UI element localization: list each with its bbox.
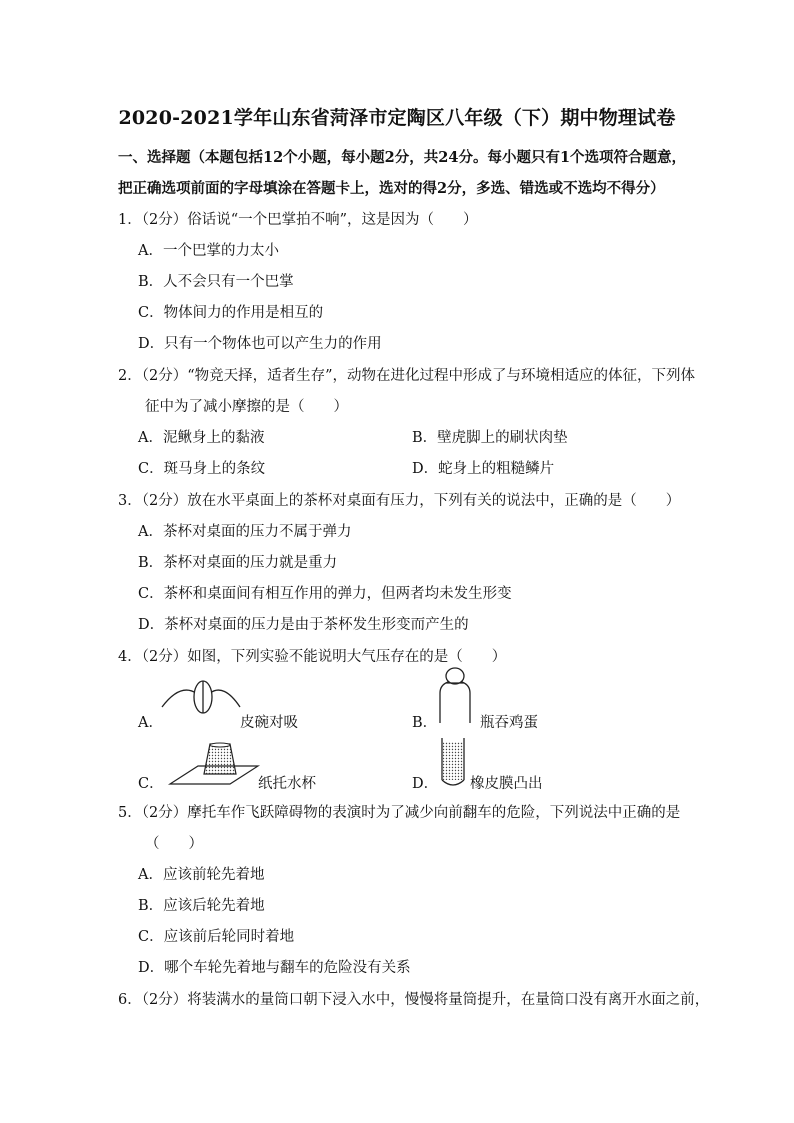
question-5-stem-line-2: （ ） bbox=[145, 836, 203, 852]
question-5-stem-line-1: 5．（2分）摩托车作飞跃障碍物的表演时为了减少向前翻车的危险，下列说法中正确的是 bbox=[118, 805, 681, 821]
question-4-stem: 4．（2分）如图，下列实验不能说明大气压存在的是（ ） bbox=[118, 649, 507, 665]
paper-cup-figure bbox=[160, 742, 260, 788]
question-2-option-c: C．斑马身上的条纹 bbox=[138, 461, 266, 477]
question-3-option-a: A．茶杯对桌面的压力不属于弹力 bbox=[138, 524, 352, 540]
section-heading-line-2: 把正确选项前面的字母填涂在答题卡上，选对的得2分，多选、错选或不选均不得分） bbox=[118, 180, 665, 197]
question-4-option-b-label: 瓶吞鸡蛋 bbox=[480, 715, 538, 731]
suction-cups-figure bbox=[160, 677, 242, 725]
question-1-option-d: D．只有一个物体也可以产生力的作用 bbox=[138, 336, 382, 352]
question-1-stem: 1．（2分）俗话说“一个巴掌拍不响”，这是因为（ ） bbox=[118, 212, 478, 228]
section-heading-line-1: 一、选择题（本题包括12个小题，每小题2分，共24分。每小题只有1个选项符合题意， bbox=[118, 149, 687, 166]
question-1-option-b: B．人不会只有一个巴掌 bbox=[138, 274, 294, 290]
bottle-egg-figure bbox=[430, 667, 480, 725]
question-2-option-d: D．蛇身上的粗糙鳞片 bbox=[412, 461, 555, 477]
question-2-option-b: B．壁虎脚上的刷状肉垫 bbox=[412, 430, 568, 446]
question-5-option-a: A．应该前轮先着地 bbox=[138, 867, 265, 883]
question-1-option-c: C．物体间力的作用是相互的 bbox=[138, 305, 324, 321]
question-3-option-b: B．茶杯对桌面的压力就是重力 bbox=[138, 555, 338, 571]
question-4-option-d-label: 橡皮膜凸出 bbox=[470, 776, 543, 792]
question-6-stem-line-1: 6．（2分）将装满水的量筒口朝下浸入水中，慢慢将量筒提升，在量筒口没有离开水面之前， bbox=[118, 992, 710, 1008]
rubber-membrane-figure bbox=[436, 736, 470, 788]
question-4-option-b-letter: B． bbox=[412, 715, 438, 731]
question-4-option-c-label: 纸托水杯 bbox=[258, 776, 316, 792]
question-5-option-b: B．应该后轮先着地 bbox=[138, 898, 265, 914]
question-2-stem-line-2: 征中为了减小摩擦的是（ ） bbox=[145, 399, 348, 415]
question-4-option-d-letter: D． bbox=[412, 776, 439, 792]
question-5-option-d: D．哪个车轮先着地与翻车的危险没有关系 bbox=[138, 960, 411, 976]
question-4-option-c-letter: C． bbox=[138, 776, 164, 792]
question-1-option-a: A．一个巴掌的力太小 bbox=[138, 243, 279, 259]
question-2-option-a: A．泥鳅身上的黏液 bbox=[138, 430, 265, 446]
question-3-stem: 3．（2分）放在水平桌面上的茶杯对桌面有压力，下列有关的说法中，正确的是（ ） bbox=[118, 493, 681, 509]
question-3-option-d: D．茶杯对桌面的压力是由于茶杯发生形变而产生的 bbox=[138, 617, 469, 633]
question-2-stem-line-1: 2．（2分）“物竞天择，适者生存”，动物在进化过程中形成了与环境相适应的体征，下列体 bbox=[118, 368, 696, 384]
question-4-option-a-letter: A． bbox=[138, 715, 163, 731]
question-4-option-a-label: 皮碗对吸 bbox=[240, 715, 298, 731]
question-5-option-c: C．应该前后轮同时着地 bbox=[138, 929, 295, 945]
page-title: 2020-2021学年山东省菏泽市定陶区八年级（下）期中物理试卷 bbox=[118, 107, 676, 129]
question-3-option-c: C．茶杯和桌面间有相互作用的弹力，但两者均未发生形变 bbox=[138, 586, 512, 602]
